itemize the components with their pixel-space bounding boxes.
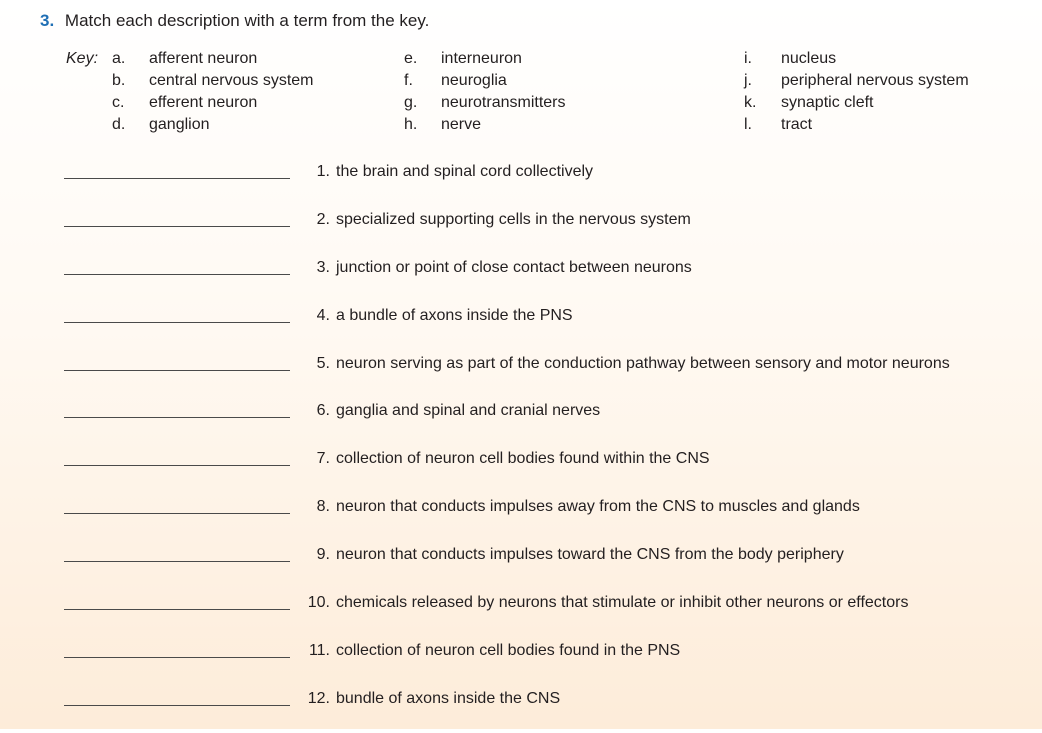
answer-blank[interactable] — [64, 561, 290, 562]
question-number: 3. — [40, 11, 55, 30]
item-number: 5. — [316, 354, 330, 372]
description-item — [0, 445, 1042, 493]
key-item — [744, 70, 1034, 92]
key-item — [112, 70, 372, 92]
item-number: 2. — [316, 210, 330, 228]
item-number: 9. — [316, 546, 330, 564]
item-description: collection of neuron cell bodies found within the CNS — [336, 450, 710, 468]
key-letter: c. — [112, 94, 125, 111]
item-description: chemicals released by neurons that stimulate or inhibit other neurons or effectors — [336, 594, 909, 612]
key-column-2 — [404, 48, 704, 136]
item-description: neuron that conducts impulses toward the CNS from the body periphery — [336, 546, 844, 564]
key-letter: a. — [112, 50, 126, 67]
item-number: 7. — [316, 450, 330, 468]
key-letter: j. — [744, 72, 752, 89]
description-item — [0, 254, 1042, 302]
key-letter: d. — [112, 116, 126, 133]
description-item — [0, 541, 1042, 589]
item-number: 3. — [316, 258, 330, 276]
key-item — [112, 48, 372, 70]
answer-blank[interactable] — [64, 322, 290, 323]
question-header — [40, 10, 429, 32]
key-term: interneuron — [441, 50, 522, 67]
item-number: 6. — [316, 402, 330, 420]
key-term: peripheral nervous system — [781, 72, 969, 89]
description-item — [0, 350, 1042, 398]
key-label: Key: — [66, 50, 99, 67]
key-item — [404, 70, 704, 92]
key-term: ganglion — [149, 116, 210, 133]
key-letter: k. — [744, 94, 757, 111]
key-item — [112, 114, 372, 136]
item-description: a bundle of axons inside the PNS — [336, 306, 573, 324]
key-term: tract — [781, 116, 813, 133]
description-item — [0, 397, 1042, 445]
item-number: 1. — [316, 163, 330, 180]
key-letter: i. — [744, 50, 752, 67]
key-letter: b. — [112, 72, 126, 89]
key-item — [744, 92, 1034, 114]
key-term: efferent neuron — [149, 94, 258, 111]
item-number: 4. — [316, 306, 330, 324]
key-column-1 — [112, 48, 372, 136]
answer-blank[interactable] — [64, 274, 290, 275]
answer-blank[interactable] — [64, 465, 290, 466]
key-column-3 — [744, 48, 1034, 136]
key-term: neuroglia — [441, 72, 507, 89]
item-description: specialized supporting cells in the nervous system — [336, 210, 691, 228]
key-letter: f. — [404, 72, 413, 89]
key-letter: l. — [744, 116, 752, 133]
description-item — [0, 302, 1042, 350]
item-number: 11. — [308, 641, 330, 659]
answer-blank[interactable] — [64, 226, 290, 227]
item-number: 12. — [307, 689, 330, 707]
key-item — [404, 114, 704, 136]
key-term: afferent neuron — [149, 50, 258, 67]
key-item — [112, 92, 372, 114]
item-description: neuron that conducts impulses away from the CNS to muscles and glands — [336, 498, 860, 516]
item-description: junction or point of close contact between neurons — [336, 258, 692, 276]
description-item — [0, 637, 1042, 685]
item-description: collection of neuron cell bodies found in the PNS — [336, 641, 681, 659]
key-term: central nervous system — [149, 72, 314, 89]
description-item — [0, 158, 1042, 206]
key-term: synaptic cleft — [781, 94, 874, 111]
answer-blank[interactable] — [64, 513, 290, 514]
description-item — [0, 493, 1042, 541]
key-letter: h. — [404, 116, 418, 133]
key-item — [744, 48, 1034, 70]
key-term: neurotransmitters — [441, 94, 566, 111]
key-item — [744, 114, 1034, 136]
key-item — [404, 48, 704, 70]
key-term: nucleus — [781, 50, 837, 67]
item-number: 8. — [316, 498, 330, 516]
description-item — [0, 685, 1042, 733]
item-number: 10. — [307, 594, 330, 612]
answer-blank[interactable] — [64, 657, 290, 658]
description-item — [0, 206, 1042, 254]
key-letter: e. — [404, 50, 418, 67]
description-list — [0, 158, 1042, 733]
key-letter: g. — [404, 94, 418, 111]
key-item — [404, 92, 704, 114]
description-item — [0, 589, 1042, 637]
key-term: nerve — [441, 116, 482, 133]
item-description: ganglia and spinal and cranial nerves — [336, 402, 601, 420]
answer-blank[interactable] — [64, 609, 290, 610]
answer-blank[interactable] — [64, 370, 290, 371]
item-description: bundle of axons inside the CNS — [336, 689, 561, 707]
item-description: the brain and spinal cord collectively — [336, 163, 594, 180]
item-description: neuron serving as part of the conduction pathway between sensory and motor neurons — [336, 354, 950, 372]
answer-blank[interactable] — [64, 178, 290, 179]
question-instruction: Match each description with a term from the key. — [64, 11, 430, 30]
answer-blank[interactable] — [64, 705, 290, 706]
answer-blank[interactable] — [64, 417, 290, 418]
